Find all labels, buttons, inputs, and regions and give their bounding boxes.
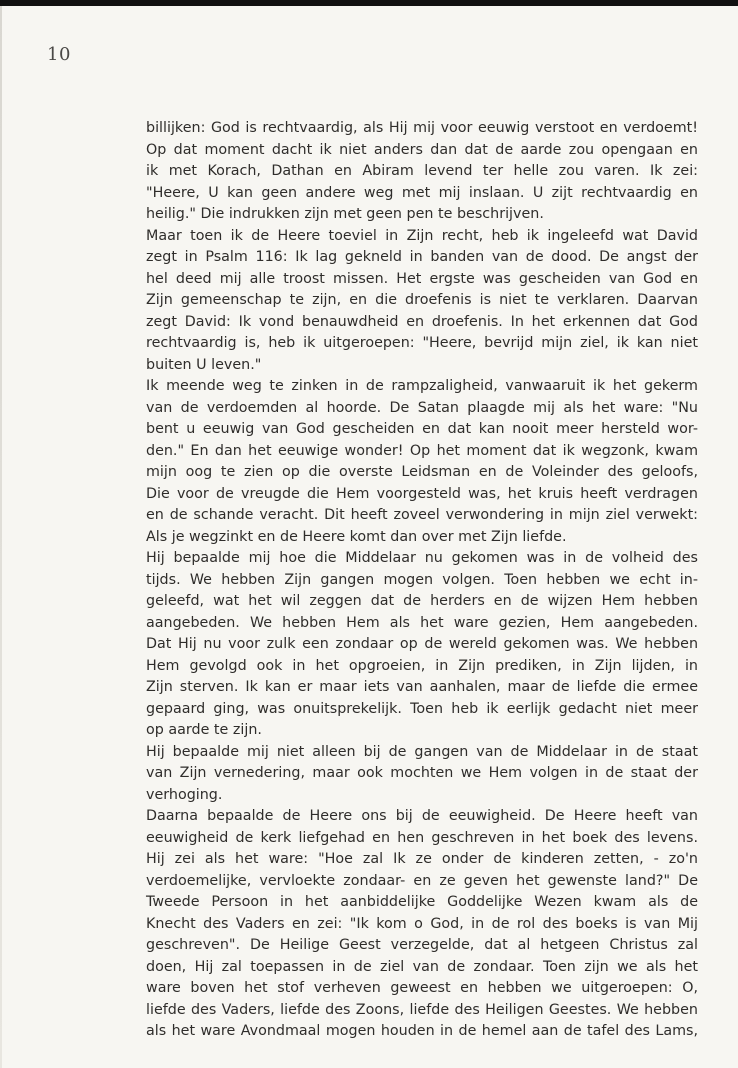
- text-line: Knecht des Vaders en zei: "Ik kom o God, in de rol des boeks is van Mij: [146, 915, 698, 932]
- text-line: eeuwigheid de kerk liefgehad en hen geschreven in het boek des levens.: [146, 829, 698, 846]
- text-line: en de schande veracht. Dit heeft zoveel verwondering in mijn ziel verwekt:: [146, 507, 698, 523]
- text-line: ik met Korach, Dathan en Abiram levend ter helle zou varen. Ik zei:: [146, 163, 698, 179]
- text-line: Dat Hij nu voor zulk een zondaar op de wereld gekomen was. We hebben: [146, 636, 698, 652]
- text-line: Hij zei als het ware: "Hoe zal Ik ze onder de kinderen zetten, - zo'n: [146, 851, 698, 867]
- text-line: hel deed mij alle troost missen. Het ergste was gescheiden van God en: [146, 270, 698, 287]
- text-line: Maar toen ik de Heere toeviel in Zijn recht, heb ik ingeleefd wat David: [146, 227, 698, 244]
- text-line: mijn oog te zien op die overste Leidsman en de Voleinder des geloofs,: [146, 464, 698, 480]
- body-text: [146, 118, 698, 1043]
- text-line: geleefd, wat het wil zeggen dat de herders en de wijzen Hem hebben: [146, 593, 698, 609]
- text-line: ware boven het stof verheven geweest en hebben we uitgeroepen: O,: [146, 980, 698, 996]
- text-line: Op dat moment dacht ik niet anders dan dat de aarde zou opengaan en: [146, 141, 698, 158]
- text-line: Hij bepaalde mij hoe die Middelaar nu gekomen was in de volheid des: [146, 550, 698, 566]
- text-line: Tweede Persoon in het aanbiddelijke Goddelijke Wezen kwam als de: [146, 894, 698, 910]
- text-line: zegt David: Ik vond benauwdheid en droefenis. In het erkennen dat God: [146, 313, 698, 330]
- text-line: Hem gevolgd ook in het opgroeien, in Zijn prediken, in Zijn lijden, in: [146, 657, 698, 674]
- text-line: op aarde te zijn.: [146, 722, 262, 738]
- page-number: 10: [47, 44, 71, 65]
- text-line: zegt in Psalm 116: Ik lag gekneld in banden van de dood. De angst der: [146, 249, 698, 265]
- text-line: "Heere, U kan geen andere weg met mij inslaan. U zijt rechtvaardig en: [146, 184, 698, 201]
- text-line: doen, Hij zal toepassen in de ziel van de zondaar. Toen zijn we als het: [146, 958, 698, 975]
- text-line: geschreven". De Heilige Geest verzegelde, dat al hetgeen Christus zal: [146, 937, 698, 953]
- text-line: Ik meende weg te zinken in de rampzaligheid, vanwaaruit ik het gekerm: [146, 378, 698, 394]
- text-line: aangebeden. We hebben Hem als het ware gezien, Hem aangebeden.: [146, 614, 698, 631]
- text-line: Zijn sterven. Ik kan er maar iets van aanhalen, maar de liefde die ermee: [146, 679, 698, 695]
- text-line: als het ware Avondmaal mogen houden in de hemel aan de tafel des Lams,: [146, 1023, 698, 1039]
- text-line: billijken: God is rechtvaardig, als Hij mij voor eeuwig verstoot en verdoemt!: [146, 120, 698, 136]
- text-line: heilig." Die indrukken zijn met geen pen te beschrijven.: [146, 206, 544, 222]
- text-line: van Zijn vernedering, maar ook mochten we Hem volgen in de staat der: [146, 765, 698, 781]
- text-line: Zijn gemeenschap te zijn, en die droefenis is niet te verklaren. Daarvan: [146, 292, 698, 308]
- text-line: buiten U leven.": [146, 356, 262, 373]
- text-line: Als je wegzinkt en de Heere komt dan over met Zijn liefde.: [146, 528, 567, 545]
- text-line: tijds. We hebben Zijn gangen mogen volgen. Toen hebben we echt in-: [146, 571, 698, 588]
- text-line: den." En dan het eeuwige wonder! Op het moment dat ik wegzonk, kwam: [146, 442, 698, 459]
- page-left-edge: [0, 6, 2, 1068]
- text-line: bent u eeuwig van God gescheiden en dat kan nooit meer hersteld wor-: [146, 421, 698, 437]
- text-line: Hij bepaalde mij niet alleen bij de gangen van de Middelaar in de staat: [146, 743, 698, 760]
- text-line: Daarna bepaalde de Heere ons bij de eeuwigheid. De Heere heeft van: [146, 808, 698, 824]
- text-line: van de verdoemden al hoorde. De Satan plaagde mij als het ware: "Nu: [146, 399, 698, 416]
- text-line: verhoging.: [146, 786, 223, 803]
- text-line: liefde des Vaders, liefde des Zoons, liefde des Heiligen Geestes. We hebben: [146, 1001, 698, 1018]
- text-line: gepaard ging, was onuitsprekelijk. Toen heb ik eerlijk gedacht niet meer: [146, 700, 698, 717]
- text-line: verdoemelijke, vervloekte zondaar- en ze geven het gewenste land?" De: [146, 872, 698, 889]
- text-line: Die voor de vreugde die Hem voorgesteld was, het kruis heeft verdragen: [146, 485, 698, 502]
- page-top-edge: [0, 0, 738, 6]
- text-line: rechtvaardig is, heb ik uitgeroepen: "Heere, bevrijd mijn ziel, ik kan niet: [146, 335, 698, 351]
